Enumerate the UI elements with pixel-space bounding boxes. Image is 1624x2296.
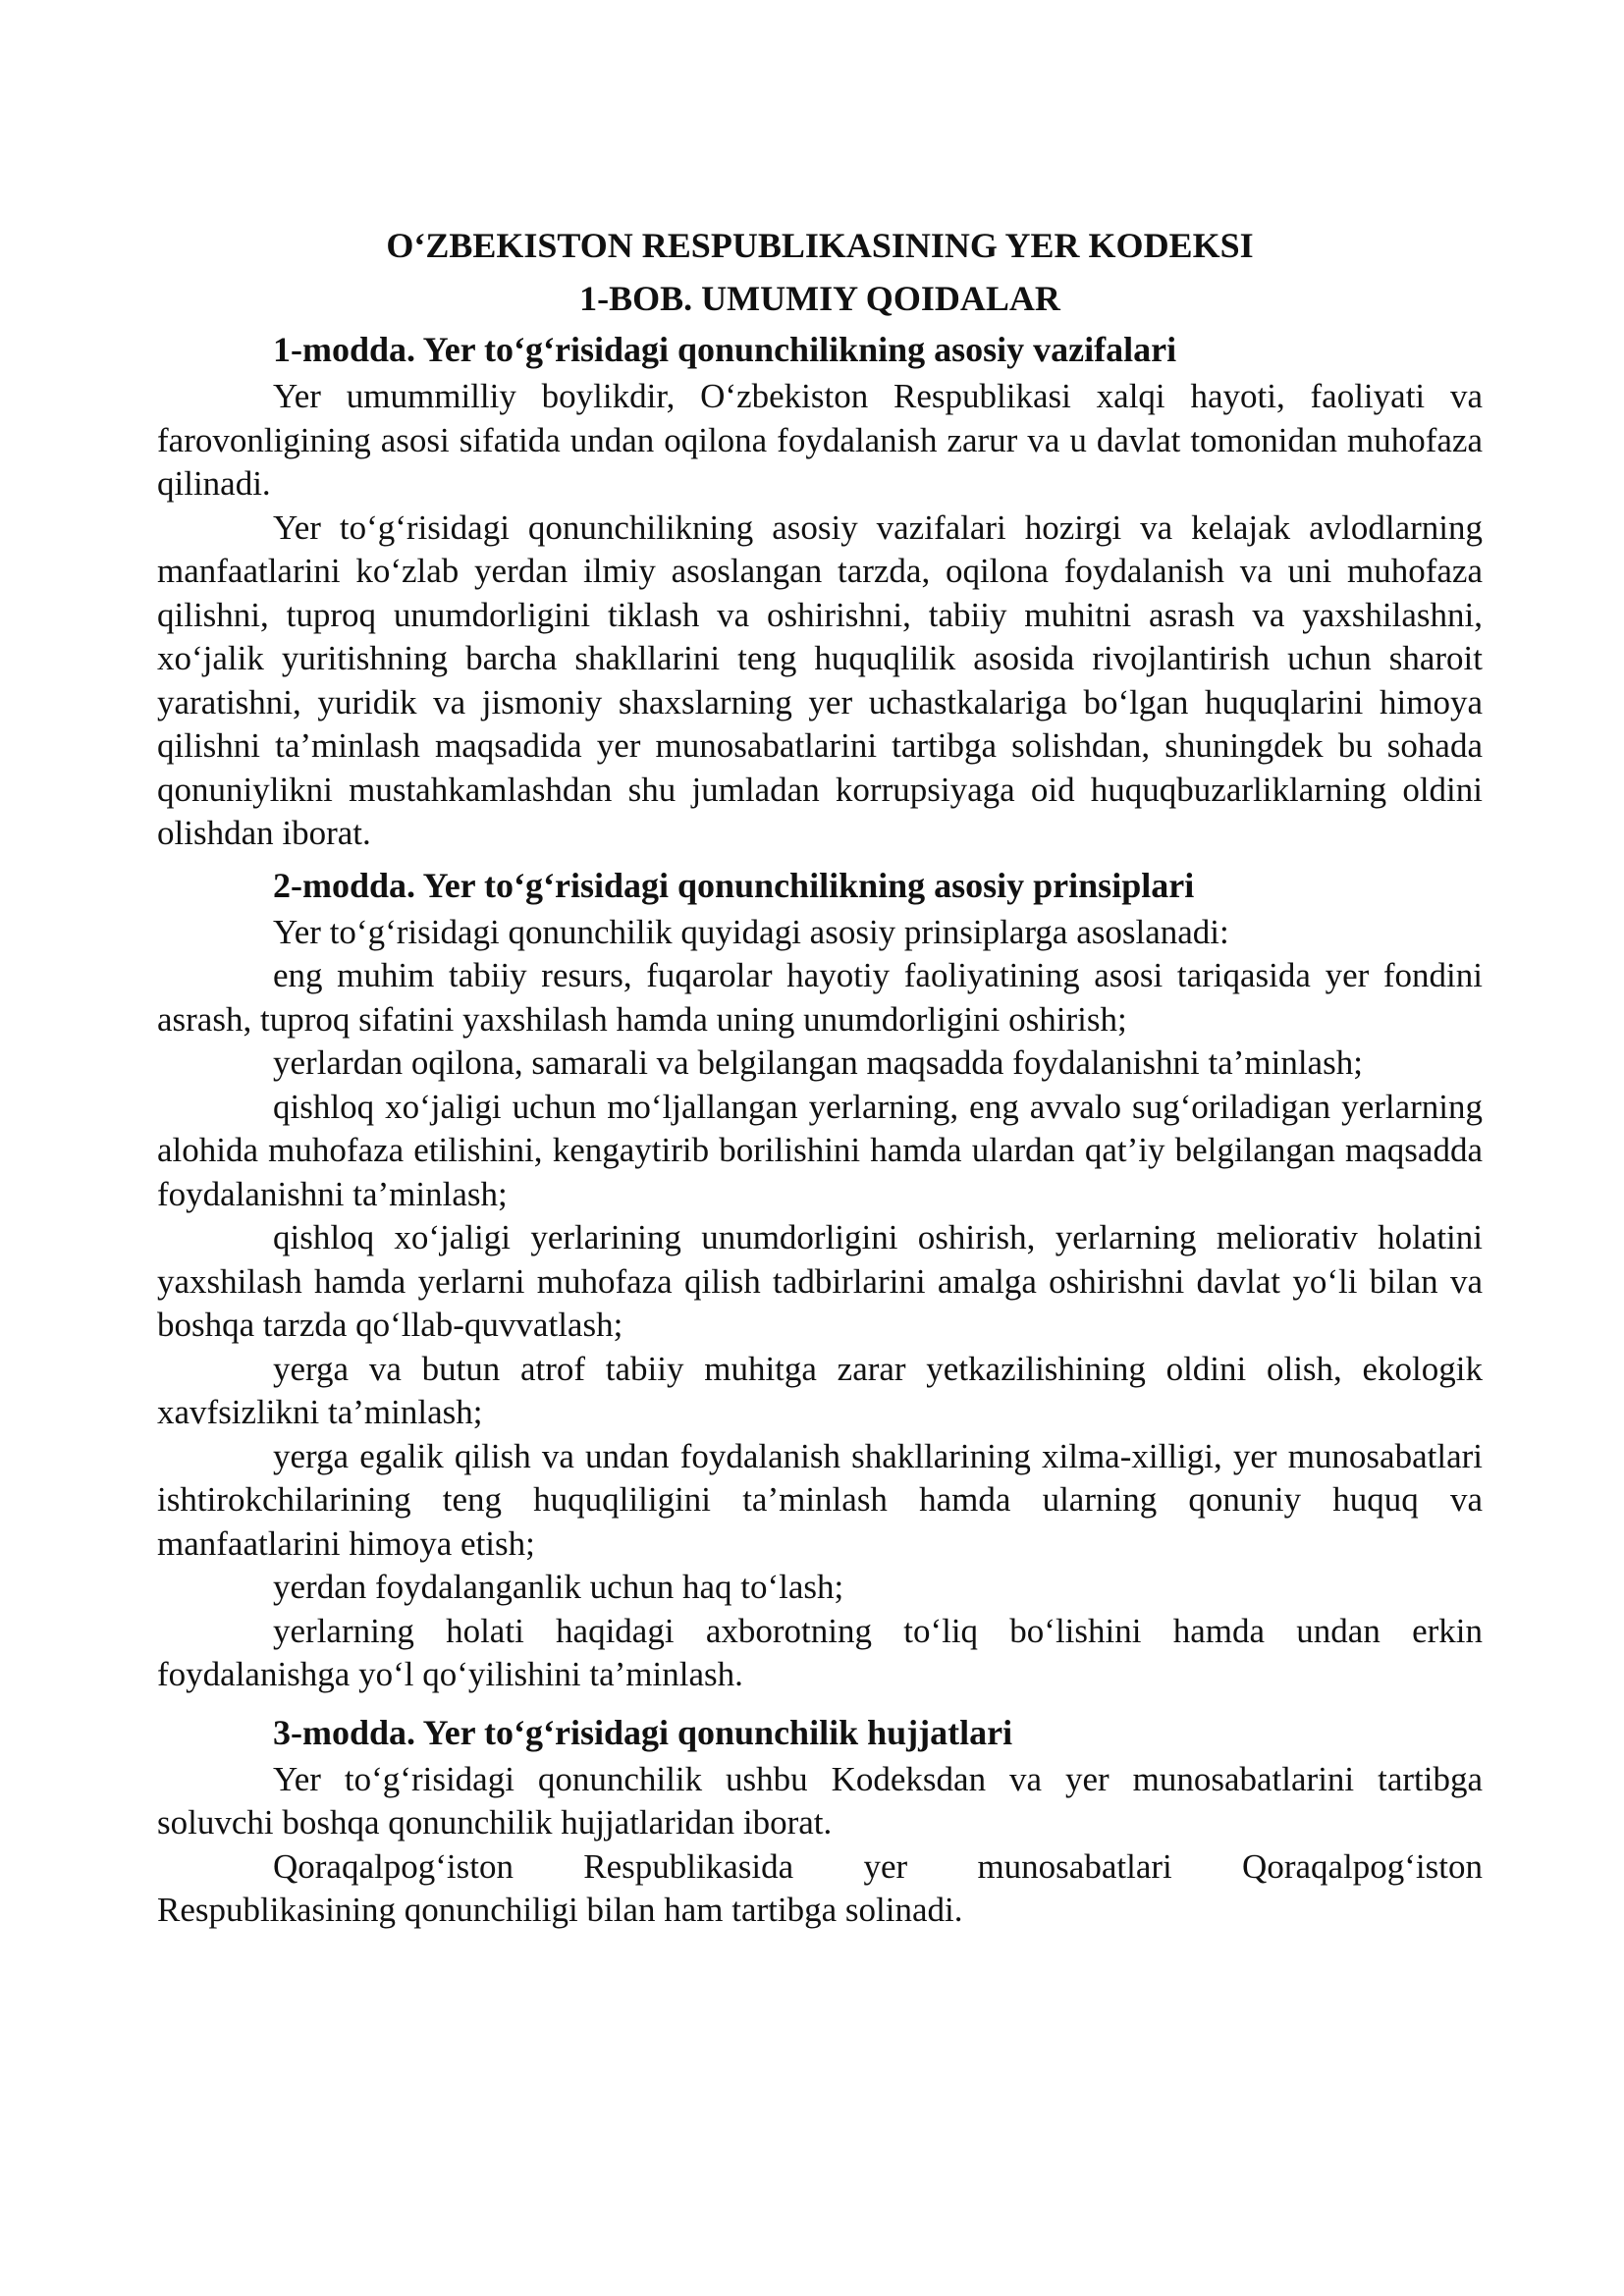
document-page [157, 224, 1483, 1933]
paragraph: Qoraqalpog‘iston Respublikasida yer munosabatlari Qoraqalpog‘iston Respublikasining qonunchiligi bilan ham tartibga solinadi. [157, 1846, 1483, 1929]
paragraph: eng muhim tabiiy resurs, fuqarolar hayotiy faoliyatining asosi tariqasida yer fondini asrash, tuproq sifatini yaxshilash hamda uning unumdorligini oshirish; [157, 956, 1483, 1039]
document-title: O‘ZBEKISTON RESPUBLIKASINING YER KODEKSI [386, 226, 1254, 265]
paragraph: yerga va butun atrof tabiiy muhitga zarar yetkazilishining oldini olish, ekologik xavfsizlikni ta’minlash; [157, 1349, 1483, 1431]
paragraph: yerga egalik qilish va undan foydalanish shakllarining xilma-xilligi, yer munosabatlari ishtirokchilarining teng huquqliligini ta’minlash hamda ularning qonuniy huquq va manfaatlarini himoya etish; [157, 1436, 1483, 1563]
paragraph: yerlarning holati haqidagi axborotning to‘liq bo‘lishini hamda undan erkin foydalanishga yo‘l qo‘yilishini ta’minlash. [157, 1611, 1483, 1693]
paragraph: Yer to‘g‘risidagi qonunchilik quyidagi asosiy prinsiplarga asoslanadi: [273, 912, 1229, 951]
article-1 [157, 328, 1483, 856]
paragraph: qishloq xo‘jaligi yerlarining unumdorligini oshirish, yerlarning meliorativ holatini yaxshilash hamda yerlarni muhofaza qilish tadbirlarini amalga oshirishni davlat yo‘li bilan va boshqa tarzda qo‘llab-quvvatlash; [157, 1218, 1483, 1344]
paragraph: yerdan foydalanganlik uchun haq to‘lash; [273, 1568, 844, 1606]
article-heading: 2-modda. Yer to‘g‘risidagi qonunchilikning asosiy prinsiplari [273, 865, 1195, 905]
article-heading: 1-modda. Yer to‘g‘risidagi qonunchilikning asosiy vazifalari [273, 330, 1177, 369]
article-2 [157, 864, 1483, 1697]
paragraph: Yer to‘g‘risidagi qonunchilikning asosiy vazifalari hozirgi va kelajak avlodlarning manfaatlarini ko‘zlab yerdan ilmiy asoslangan tarzda, oqilona foydalanish va uni muhofaza qilishni, tuproq unumdorligini tiklash va oshirishni, tabiiy muhitni asrash va yaxshilashni, xo‘jalik yuritishning barcha shakllarini teng huquqlilik asosida rivojlantirish uchun sharoit yaratishni, yuridik va jismoniy shaxslarning yer uchastkalariga bo‘lgan huquqlarini himoya qilishni ta’minlash maqsadida yer munosabatlarini tartibga solishdan, shuningdek bu sohada qonuniylikni mustahkamlashdan shu jumladan korrupsiyaga oid huquqbuzarliklarning oldini olishdan iborat. [157, 507, 1483, 852]
paragraph: yerlardan oqilona, samarali va belgilangan maqsadda foydalanishni ta’minlash; [273, 1043, 1363, 1082]
article-heading: 3-modda. Yer to‘g‘risidagi qonunchilik hujjatlari [273, 1712, 1013, 1752]
chapter-heading: 1-BOB. UMUMIY QOIDALAR [579, 279, 1060, 318]
paragraph: Yer umummilliy boylikdir, O‘zbekiston Respublikasi xalqi hayoti, faoliyati va farovonligining asosi sifatida undan oqilona foydalanish zarur va u davlat tomonidan muhofaza qilinadi. [157, 377, 1483, 503]
paragraph: Yer to‘g‘risidagi qonunchilik ushbu Kodeksdan va yer munosabatlarini tartibga soluvchi boshqa qonunchilik hujjatlaridan iborat. [157, 1759, 1483, 1842]
article-3 [157, 1711, 1483, 1933]
paragraph: qishloq xo‘jaligi uchun mo‘ljallangan yerlarning, eng avvalo sug‘oriladigan yerlarning alohida muhofaza etilishini, kengaytirib borilishini hamda ulardan qat’iy belgilangan maqsadda foydalanishni ta’minlash; [157, 1087, 1483, 1213]
